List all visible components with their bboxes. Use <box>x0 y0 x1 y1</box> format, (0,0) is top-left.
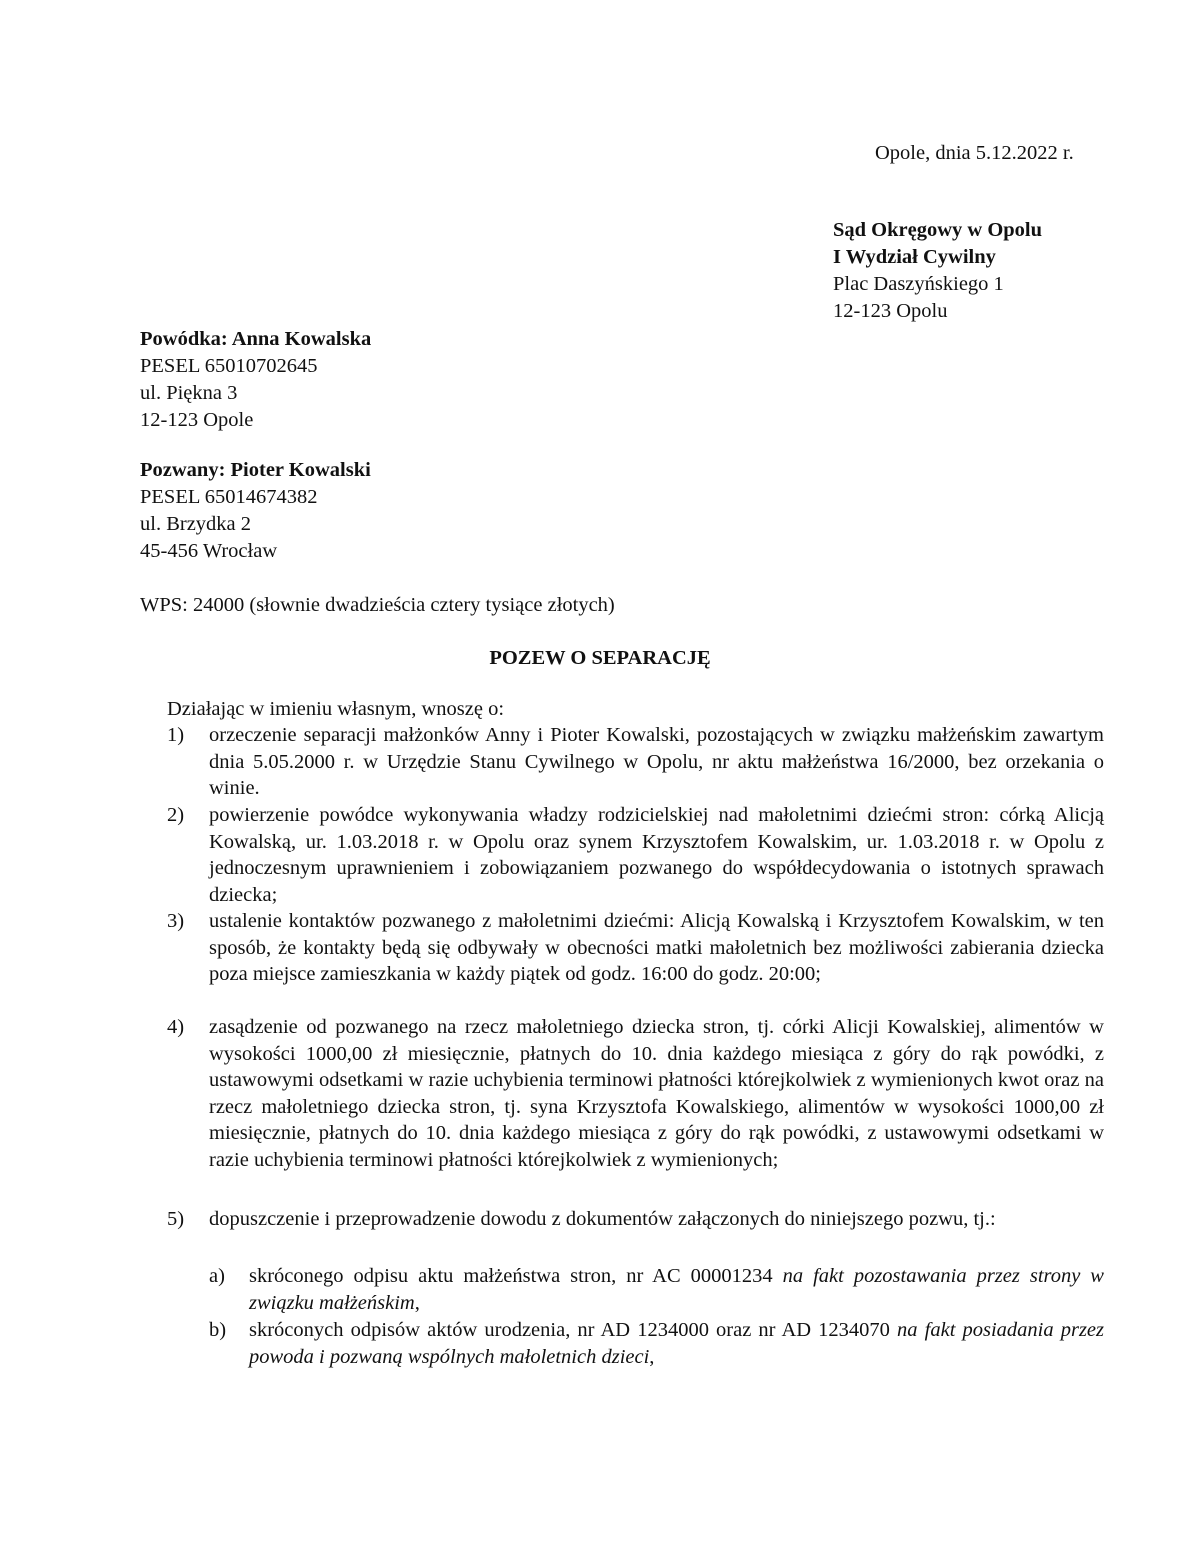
defendant-pesel: PESEL 65014674382 <box>140 486 318 508</box>
evidence-fact: na fakt posiadania przez powoda i pozwaną wspólnych małoletnich dzieci <box>249 1319 1104 1368</box>
sub-list-item-text <box>249 1317 1104 1370</box>
court-name: Sąd Okręgowy w Opolu <box>833 219 1043 241</box>
sub-list-item-letter: b) <box>209 1319 227 1341</box>
list-item-number: 2) <box>167 804 185 826</box>
court-street: Plac Daszyńskiego 1 <box>833 273 1004 295</box>
plaintiff-heading: Powódka: Anna Kowalska <box>140 328 372 350</box>
defendant-heading: Pozwany: Pioter Kowalski <box>140 459 371 481</box>
evidence-fact: na fakt pozostawania przez strony w związku małżeńskim <box>249 1265 1104 1314</box>
plaintiff-block <box>140 326 640 434</box>
defendant-city: 45-456 Wrocław <box>140 540 278 562</box>
list-item-number: 4) <box>167 1016 185 1038</box>
list-item-text: ustalenie kontaktów pozwanego z małoletnimi dziećmi: Alicją Kowalską i Krzysztofem Kowalskim, w ten sposób, że kontakty będą się odbywały w obecności matki małoletnich bez możliwości zabierania dziecka poza miejsce zamieszkania w każdy piątek od godz. 16:00 do godz. 20:00; <box>209 910 1104 985</box>
list-item-number: 1) <box>167 724 185 746</box>
punctuation: , <box>414 1291 420 1314</box>
sub-list-item-text <box>249 1263 1104 1316</box>
court-division: I Wydział Cywilny <box>833 246 996 268</box>
plaintiff-pesel: PESEL 65010702645 <box>140 355 318 377</box>
court-address-block <box>833 217 1163 325</box>
defendant-block <box>140 457 640 565</box>
plaintiff-city: 12-123 Opole <box>140 409 254 431</box>
sub-list-item-letter: a) <box>209 1265 225 1287</box>
list-item-number: 3) <box>167 910 185 932</box>
list-item-number: 5) <box>167 1208 185 1230</box>
plaintiff-street: ul. Piękna 3 <box>140 382 238 404</box>
list-item-text: orzeczenie separacji małżonków Anny i Pioter Kowalski, pozostających w związku małżeńskim zawartym dnia 5.05.2000 r. w Urzędzie Stanu Cywilnego w Opolu, nr aktu małżeństwa 16/2000, bez orzekania o winie. <box>209 724 1104 799</box>
list-item-text: dopuszczenie i przeprowadzenie dowodu z dokumentów załączonych do niniejszego pozwu, tj.: <box>209 1208 996 1230</box>
document-title: POZEW O SEPARACJĘ <box>489 647 711 669</box>
evidence-document: skróconego odpisu aktu małżeństwa stron, nr AC 00001234 <box>249 1265 783 1287</box>
list-item <box>167 1206 1104 1233</box>
list-item <box>167 722 1104 802</box>
list-item-text: powierzenie powódce wykonywania władzy rodzicielskiej nad małoletnimi dziećmi stron: córką Alicją Kowalską, ur. 1.03.2018 r. w Opolu oraz synem Krzysztofem Kowalskim, ur. 1.03.2018 r. w Opolu z jednoczesnym uprawnieniem i zobowiązaniem pozwanego do współdecydowania o istotnych sprawach dziecka; <box>209 804 1104 906</box>
place-date: Opole, dnia 5.12.2022 r. <box>875 142 1074 164</box>
intro-text: Działając w imieniu własnym, wnoszę o: <box>167 698 505 720</box>
list-item <box>167 1014 1104 1173</box>
claim-value: WPS: 24000 (słownie dwadzieścia cztery tysiące złotych) <box>140 594 615 616</box>
list-item <box>167 802 1104 908</box>
defendant-street: ul. Brzydka 2 <box>140 513 252 535</box>
court-city: 12-123 Opolu <box>833 300 948 322</box>
list-item <box>167 908 1104 988</box>
punctuation: , <box>649 1345 655 1368</box>
sub-list-item <box>209 1317 1104 1370</box>
list-item-text: zasądzenie od pozwanego na rzecz małoletniego dziecka stron, tj. córki Alicji Kowalskiej, alimentów w wysokości 1000,00 zł miesięcznie, płatnych do 10. dnia każdego miesiąca z góry do rąk powódki, z ustawowymi odsetkami w razie uchybienia terminowi płatności którejkolwiek z wymienionych kwot oraz na rzecz małoletniego dziecka stron, tj. syna Krzysztofa Kowalskiego, alimentów w wysokości 1000,00 zł miesięcznie, płatnych do 10. dnia każdego miesiąca z góry do rąk powódki, z ustawowymi odsetkami w razie uchybienia terminowi płatności którejkolwiek z wymienionych; <box>209 1016 1104 1171</box>
sub-list-item <box>209 1263 1104 1316</box>
evidence-document: skróconych odpisów aktów urodzenia, nr AD 1234000 oraz nr AD 1234070 <box>249 1319 898 1341</box>
